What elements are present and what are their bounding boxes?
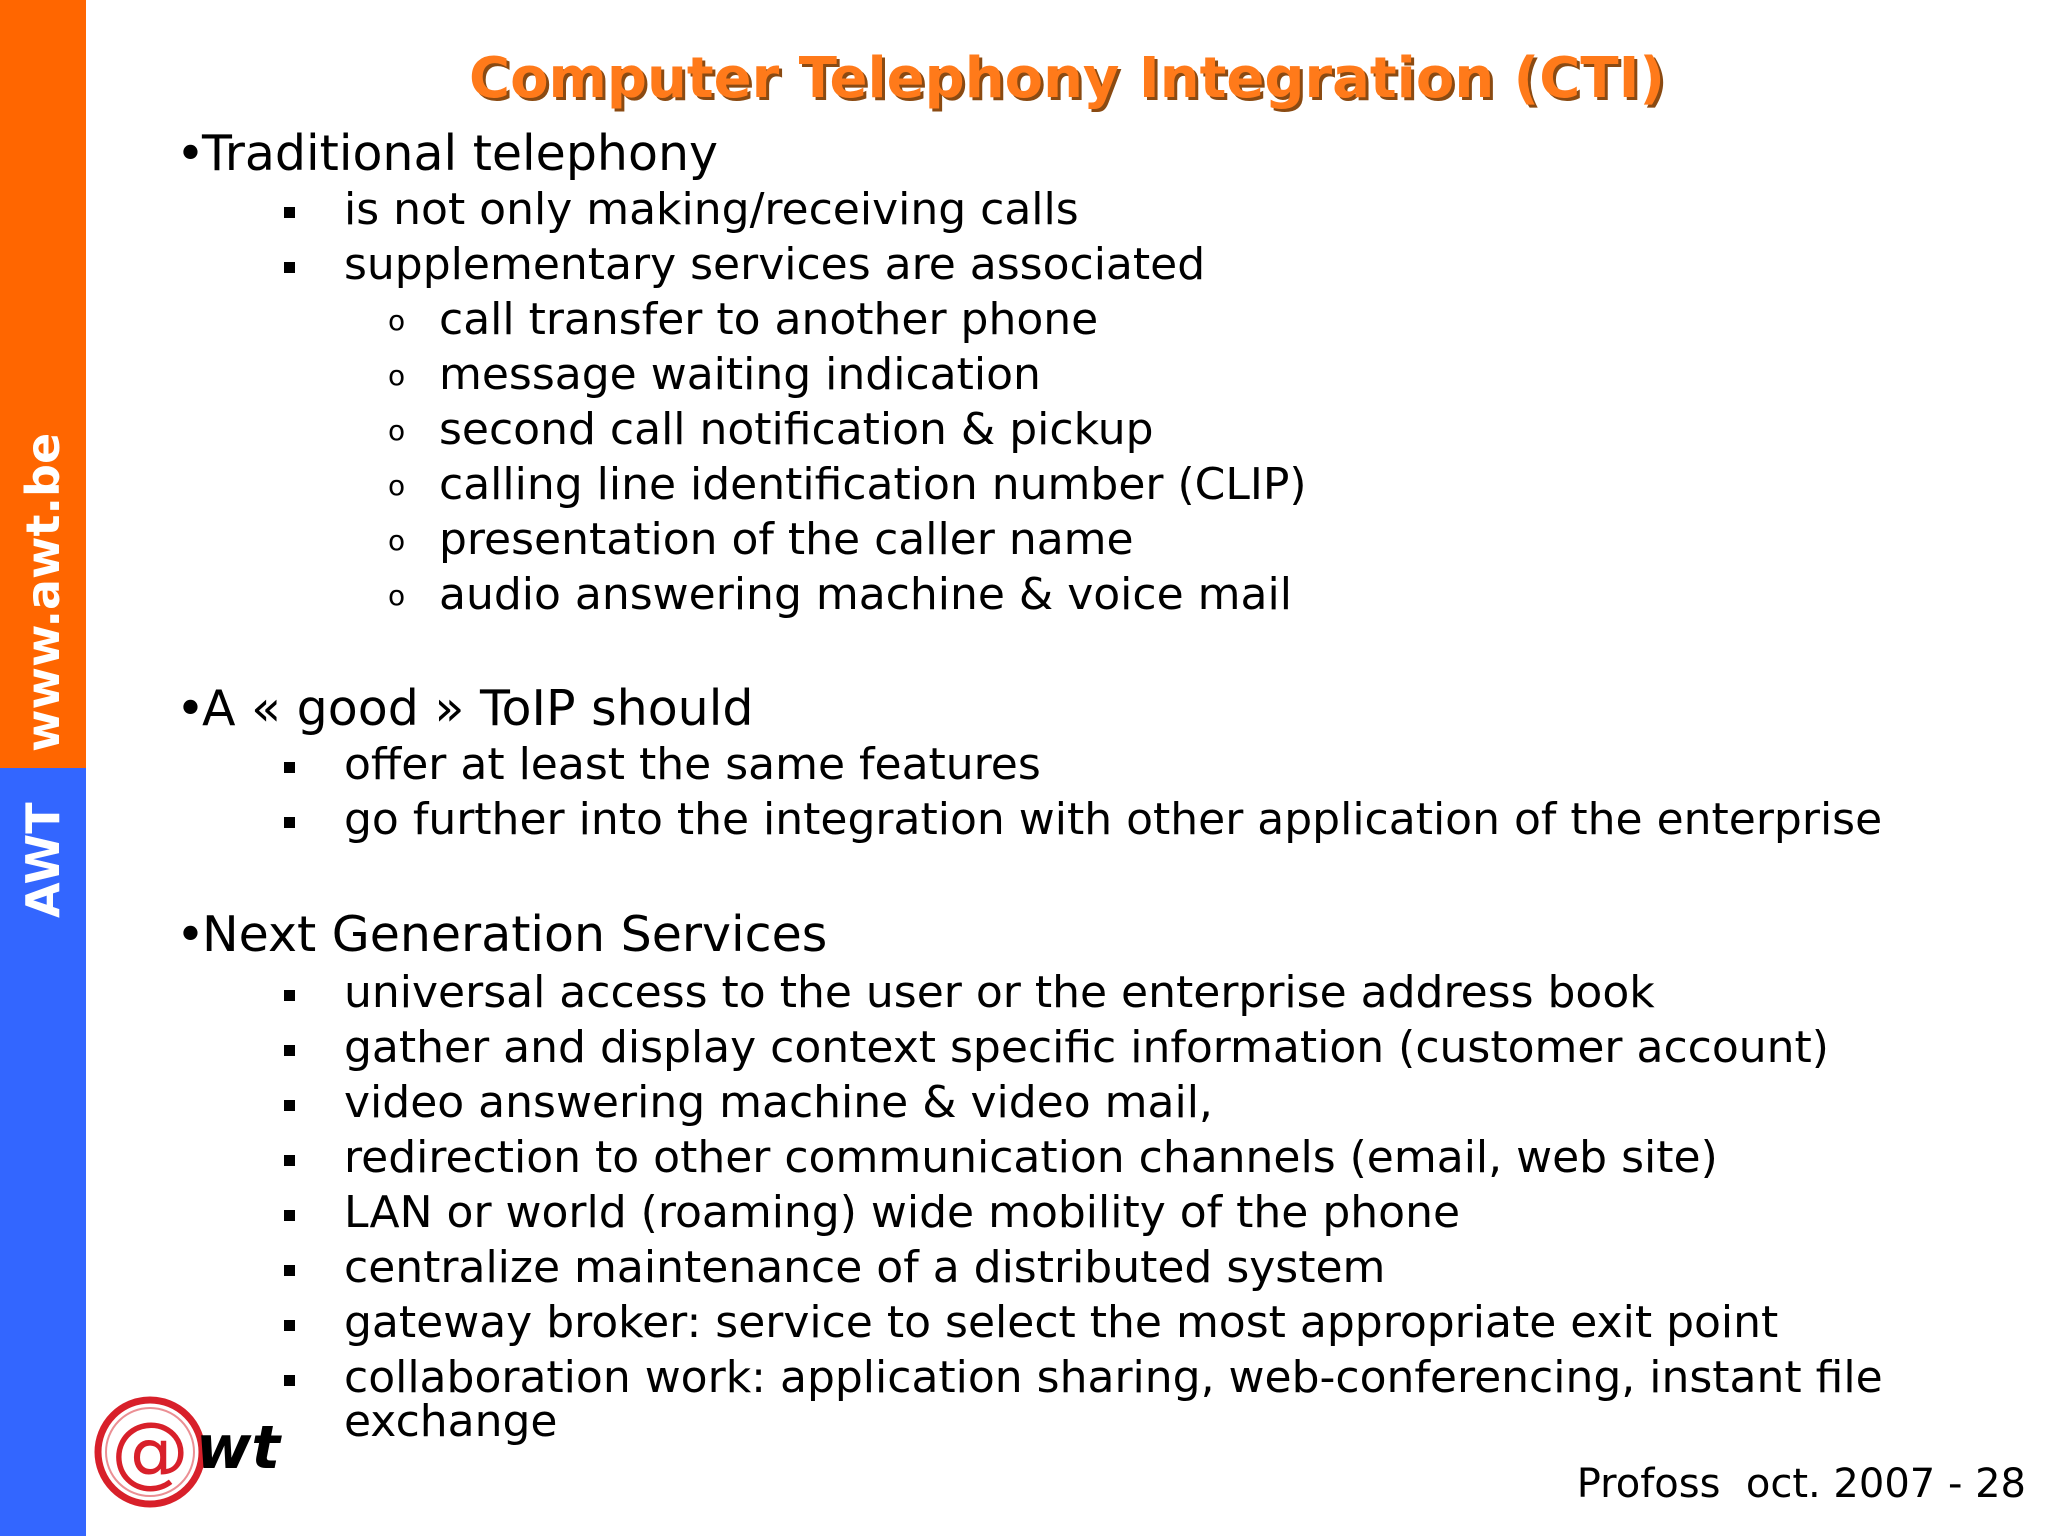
subitem-text: presentation of the caller name [439, 514, 1134, 565]
item-text: redirection to other communication channels (email, web site) [344, 1132, 1718, 1183]
section-heading-toip [176, 680, 753, 739]
list-item [280, 739, 1041, 792]
square-bullet-icon [284, 1155, 295, 1166]
item-text-continuation: exchange [344, 1396, 558, 1447]
square-bullet-icon [284, 262, 295, 273]
circle-bullet-icon: o [388, 414, 406, 447]
list-item [280, 1132, 1718, 1185]
sub-list-item [388, 459, 1307, 512]
sub-list-item [388, 514, 1134, 567]
item-text: LAN or world (roaming) wide mobility of the phone [344, 1187, 1461, 1238]
sidebar-url[interactable]: www.awt.be [16, 432, 70, 752]
section-heading-traditional [176, 125, 718, 184]
slide-title: Computer Telephony Integration (CTI) [468, 46, 1665, 111]
square-bullet-icon [284, 1320, 295, 1331]
circle-bullet-icon: o [388, 579, 406, 612]
square-bullet-icon [284, 1210, 295, 1221]
awt-logo-icon [90, 1390, 300, 1510]
section-heading-next-gen [176, 906, 827, 965]
square-bullet-icon [284, 817, 295, 828]
square-bullet-icon [284, 1045, 295, 1056]
square-bullet-icon [284, 1100, 295, 1111]
square-bullet-icon [284, 1265, 295, 1276]
list-item [280, 1077, 1213, 1130]
heading-text: Traditional telephony [202, 125, 719, 182]
item-text: gather and display context specific information (customer account) [344, 1022, 1829, 1073]
logo-at: @ [111, 1407, 189, 1497]
list-item [280, 1297, 1778, 1350]
square-bullet-icon [284, 207, 295, 218]
bullet-dot: • [176, 125, 205, 182]
circle-bullet-icon: o [388, 359, 406, 392]
square-bullet-icon [284, 990, 295, 1001]
subitem-text: second call notification & pickup [439, 404, 1154, 455]
bullet-dot: • [176, 680, 205, 737]
heading-text: A « good » ToIP should [202, 680, 754, 737]
item-text: collaboration work: application sharing, web-conferencing, instant file [344, 1352, 1883, 1403]
list-item [280, 239, 1205, 292]
list-item-continuation [280, 1396, 558, 1449]
list-item [280, 184, 1079, 237]
square-bullet-icon [284, 762, 295, 773]
sidebar-brand: AWT [16, 802, 70, 918]
sub-list-item [388, 569, 1292, 622]
subitem-text: calling line identification number (CLIP) [439, 459, 1307, 510]
square-bullet-icon [284, 1375, 295, 1386]
item-text: go further into the integration with other application of the enterprise [344, 794, 1883, 845]
circle-bullet-icon: o [388, 469, 406, 502]
sub-list-item [388, 294, 1098, 347]
sidebar [0, 0, 86, 1536]
heading-text: Next Generation Services [202, 906, 828, 963]
sub-list-item [388, 404, 1154, 457]
circle-bullet-icon: o [388, 304, 406, 337]
item-text: gateway broker: service to select the most appropriate exit point [344, 1297, 1779, 1348]
awt-logo [90, 1390, 300, 1510]
subitem-text: message waiting indication [439, 349, 1041, 400]
list-item [280, 967, 1655, 1020]
sub-list-item [388, 349, 1041, 402]
item-text: offer at least the same features [344, 739, 1041, 790]
item-text: centralize maintenance of a distributed system [344, 1242, 1386, 1293]
list-item [280, 1242, 1385, 1295]
slide-footer: Profoss oct. 2007 - 28 [1576, 1461, 2026, 1507]
bullet-dot: • [176, 906, 205, 963]
circle-bullet-icon: o [388, 524, 406, 557]
item-text: video answering machine & video mail, [344, 1077, 1213, 1128]
list-item [280, 1022, 1829, 1075]
list-item [280, 1187, 1460, 1240]
item-text: is not only making/receiving calls [344, 184, 1079, 235]
item-text: supplementary services are associated [344, 239, 1206, 290]
subitem-text: call transfer to another phone [439, 294, 1099, 345]
logo-wt: wt [196, 1413, 281, 1483]
list-item [280, 794, 1882, 847]
subitem-text: audio answering machine & voice mail [439, 569, 1292, 620]
item-text: universal access to the user or the enterprise address book [344, 967, 1655, 1018]
